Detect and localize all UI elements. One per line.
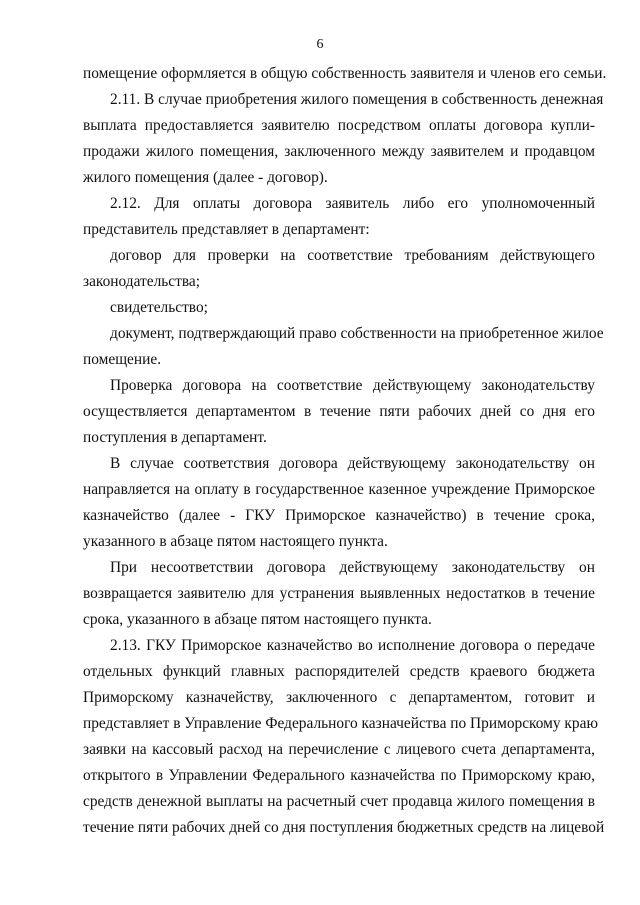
text-line: отдельных функций главных распорядителей средств краевого бюджета bbox=[83, 663, 595, 680]
text-line: заявки на кассовый расход на перечисление с лицевого счета департамента, bbox=[83, 741, 595, 758]
text-line: законодательства; bbox=[83, 273, 201, 290]
document-body bbox=[83, 61, 607, 841]
text-line: представляет в Управление Федерального казначейства по Приморскому краю bbox=[83, 715, 598, 732]
text-line: жилого помещения (далее - договор). bbox=[83, 169, 328, 186]
text-line: Проверка договора на соответствие действующему законодательству bbox=[110, 377, 595, 394]
text-line: документ, подтверждающий право собственности на приобретенное жилое bbox=[110, 325, 604, 342]
text-line: Приморскому казначейству, заключенного с департаментом, готовит и bbox=[83, 689, 595, 706]
text-line: казначейство (далее - ГКУ Приморское казначейство) в течение срока, bbox=[83, 507, 595, 524]
text-line: представитель представляет в департамент: bbox=[83, 221, 370, 238]
text-line: В случае соответствия договора действующему законодательству он bbox=[110, 455, 595, 472]
text-line: поступления в департамент. bbox=[83, 429, 267, 446]
text-line: открытого в Управлении Федерального казначейства по Приморскому краю, bbox=[83, 767, 595, 784]
text-line: течение пяти рабочих дней со дня поступления бюджетных средств на лицевой bbox=[83, 819, 605, 836]
text-line: договор для проверки на соответствие требованиям действующего bbox=[110, 247, 595, 264]
text-line: 2.13. ГКУ Приморское казначейство во исполнение договора о передаче bbox=[110, 637, 595, 654]
text-line: помещение оформляется в общую собственность заявителя и членов его семьи. bbox=[83, 65, 607, 82]
text-line: продажи жилого помещения, заключенного между заявителем и продавцом bbox=[83, 143, 595, 160]
text-line: средств денежной выплаты на расчетный счет продавца жилого помещения в bbox=[83, 793, 595, 810]
text-line: указанного в абзаце пятом настоящего пункта. bbox=[83, 533, 388, 550]
text-line: направляется на оплату в государственное казенное учреждение Приморское bbox=[83, 481, 595, 498]
text-line: осуществляется департаментом в течение пяти рабочих дней со дня его bbox=[83, 403, 595, 420]
text-line: 2.12. Для оплаты договора заявитель либо его уполномоченный bbox=[110, 195, 595, 212]
text-line: 2.11. В случае приобретения жилого помещения в собственность денежная bbox=[110, 91, 604, 108]
text-line: свидетельство; bbox=[110, 299, 208, 316]
text-line: возвращается заявителю для устранения выявленных недостатков в течение bbox=[83, 585, 595, 602]
page-number: 6 bbox=[316, 37, 324, 52]
text-line: срока, указанного в абзаце пятом настоящего пункта. bbox=[83, 611, 432, 628]
text-line: выплата предоставляется заявителю посредством оплаты договора купли- bbox=[83, 117, 595, 134]
text-line: При несоответствии договора действующему законодательству он bbox=[110, 559, 595, 576]
text-line: помещение. bbox=[83, 351, 162, 368]
